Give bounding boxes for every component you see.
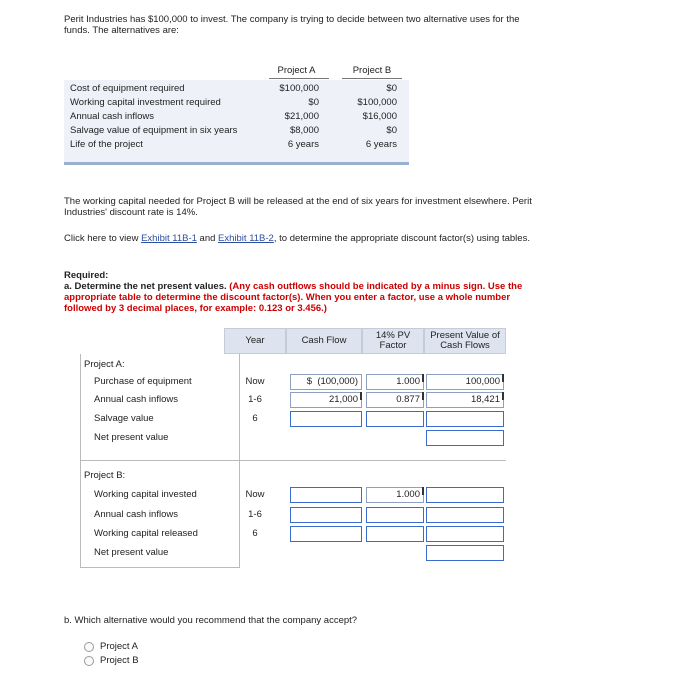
exhibit-11b-1-link[interactable]: Exhibit 11B-1 [141,233,197,244]
alt-row [64,96,409,110]
pa-row-label: Annual cash inflows [94,394,178,405]
required-block [64,270,544,314]
pa-row-year: Now [245,376,265,387]
pa-row-label: Salvage value [94,413,154,424]
input-corner-mark [422,374,424,382]
pb-cash-flow-input[interactable] [290,487,362,503]
pb-cash-flow-input[interactable] [290,526,362,542]
required-a-prefix: a. Determine the net present values. [64,281,227,292]
alternatives-body [64,80,409,162]
option-project-a-label: Project A [100,641,139,652]
alt-row [64,124,409,138]
pa-row-label: Purchase of equipment [94,376,192,387]
pb-factor-input[interactable]: 1.000 [366,487,424,503]
alt-row-b: $100,000 [357,97,397,108]
pb-pv-input[interactable] [426,526,504,542]
header-underline-b [342,78,402,79]
alt-row-b: 6 years [365,139,397,150]
pa-factor-input[interactable]: 1.000 [366,374,424,390]
exhibit-prefix: Click here to view [64,233,142,244]
pb-row-year: 6 [252,528,258,539]
exhibit-suffix: , to determine the appropriate discount factor(s) using tables. [273,233,530,244]
alt-row-a: $0 [308,97,319,108]
alt-row-b: $16,000 [362,111,397,122]
option-project-b-radio[interactable] [84,656,94,666]
alt-row-b: $0 [386,83,397,94]
required-title: Required: [64,270,109,281]
release-text: The working capital needed for Project B will be released at the end of six years for investment elsewhere. Perit Industries' discount rate is 14%. [64,196,532,218]
npv-worksheet [80,328,506,568]
alt-row-b: $0 [386,125,397,136]
input-corner-mark [502,374,504,382]
header-project-b: Project B [352,65,392,76]
pa-cash-flow-input[interactable]: 21,000 [290,392,362,408]
exhibit-text [64,233,544,244]
exhibit-and: and [196,233,219,244]
input-corner-mark [422,487,424,495]
header-present-value: Present Value of Cash Flows [424,328,506,354]
alt-row-label: Annual cash inflows [70,111,154,122]
pa-factor-input[interactable]: 0.877 [366,392,424,408]
project-b-title: Project B: [84,470,126,481]
pb-pv-input[interactable] [426,487,504,503]
required-a-instructions: (Any cash outflows should be indicated by a minus sign. Use the appropriate table to determine the discount factor(s). When you enter a factor, use a whole number followed by 3 decimal places, for example: 0.123 or 3.456.) [64,281,523,314]
cash-flow-value: $ (100,000) [306,376,358,387]
pb-row-label: Net present value [94,547,169,558]
alt-row [64,138,409,152]
input-corner-mark [502,392,504,400]
pb-row-year: 1-6 [248,509,262,520]
header-underline-a [269,78,329,79]
pa-row-year: 1-6 [248,394,262,405]
pb-factor-input[interactable] [366,526,424,542]
input-corner-mark [422,392,424,400]
header-project-a: Project A [277,65,316,76]
required-a [64,281,544,314]
header-year: Year [224,328,286,354]
pa-salvage-cash-flow-input[interactable] [290,411,362,427]
header-pv-factor: 14% PV Factor [362,328,424,354]
pb-row-label: Working capital released [94,528,198,539]
pa-salvage-factor-input[interactable] [366,411,424,427]
alt-row-a: $21,000 [284,111,319,122]
alt-row-a: $100,000 [279,83,319,94]
intro-text: Perit Industries has $100,000 to invest. The company is trying to decide between two alternative uses for the funds. The alternatives are: [64,14,520,36]
pb-row-label: Annual cash inflows [94,509,178,520]
pb-cash-flow-input[interactable] [290,507,362,523]
pa-salvage-pv-input[interactable] [426,411,504,427]
alt-row-a: 6 years [287,139,319,150]
alt-row-a: $8,000 [289,125,319,136]
input-corner-mark [360,392,362,400]
exhibit-11b-2-link[interactable]: Exhibit 11B-2 [218,233,274,244]
alt-row-label: Cost of equipment required [70,83,185,94]
alt-row-label: Working capital investment required [70,97,221,108]
question-b: b. Which alternative would you recommend that the company accept? [64,615,358,626]
pa-npv-input[interactable] [426,430,504,446]
pa-pv-input[interactable]: 100,000 [426,374,504,390]
alt-row-label: Life of the project [70,139,143,150]
pa-cash-flow-input[interactable] [290,374,362,390]
pa-row-label: Net present value [94,432,169,443]
pb-row-label: Working capital invested [94,489,197,500]
alt-row [64,82,409,96]
section-divider [80,460,506,461]
pb-factor-input[interactable] [366,507,424,523]
pa-pv-input[interactable]: 18,421 [426,392,504,408]
alternatives-bottom-border [64,162,409,165]
option-project-a-radio[interactable] [84,642,94,652]
project-a-title: Project A: [84,359,125,370]
pb-row-year: Now [245,489,265,500]
option-project-b-label: Project B [100,655,139,666]
pb-pv-input[interactable] [426,507,504,523]
pa-row-year: 6 [252,413,258,424]
pb-npv-input[interactable] [426,545,504,561]
alt-row [64,110,409,124]
alt-row-label: Salvage value of equipment in six years [70,125,238,136]
header-cash-flow: Cash Flow [286,328,362,354]
